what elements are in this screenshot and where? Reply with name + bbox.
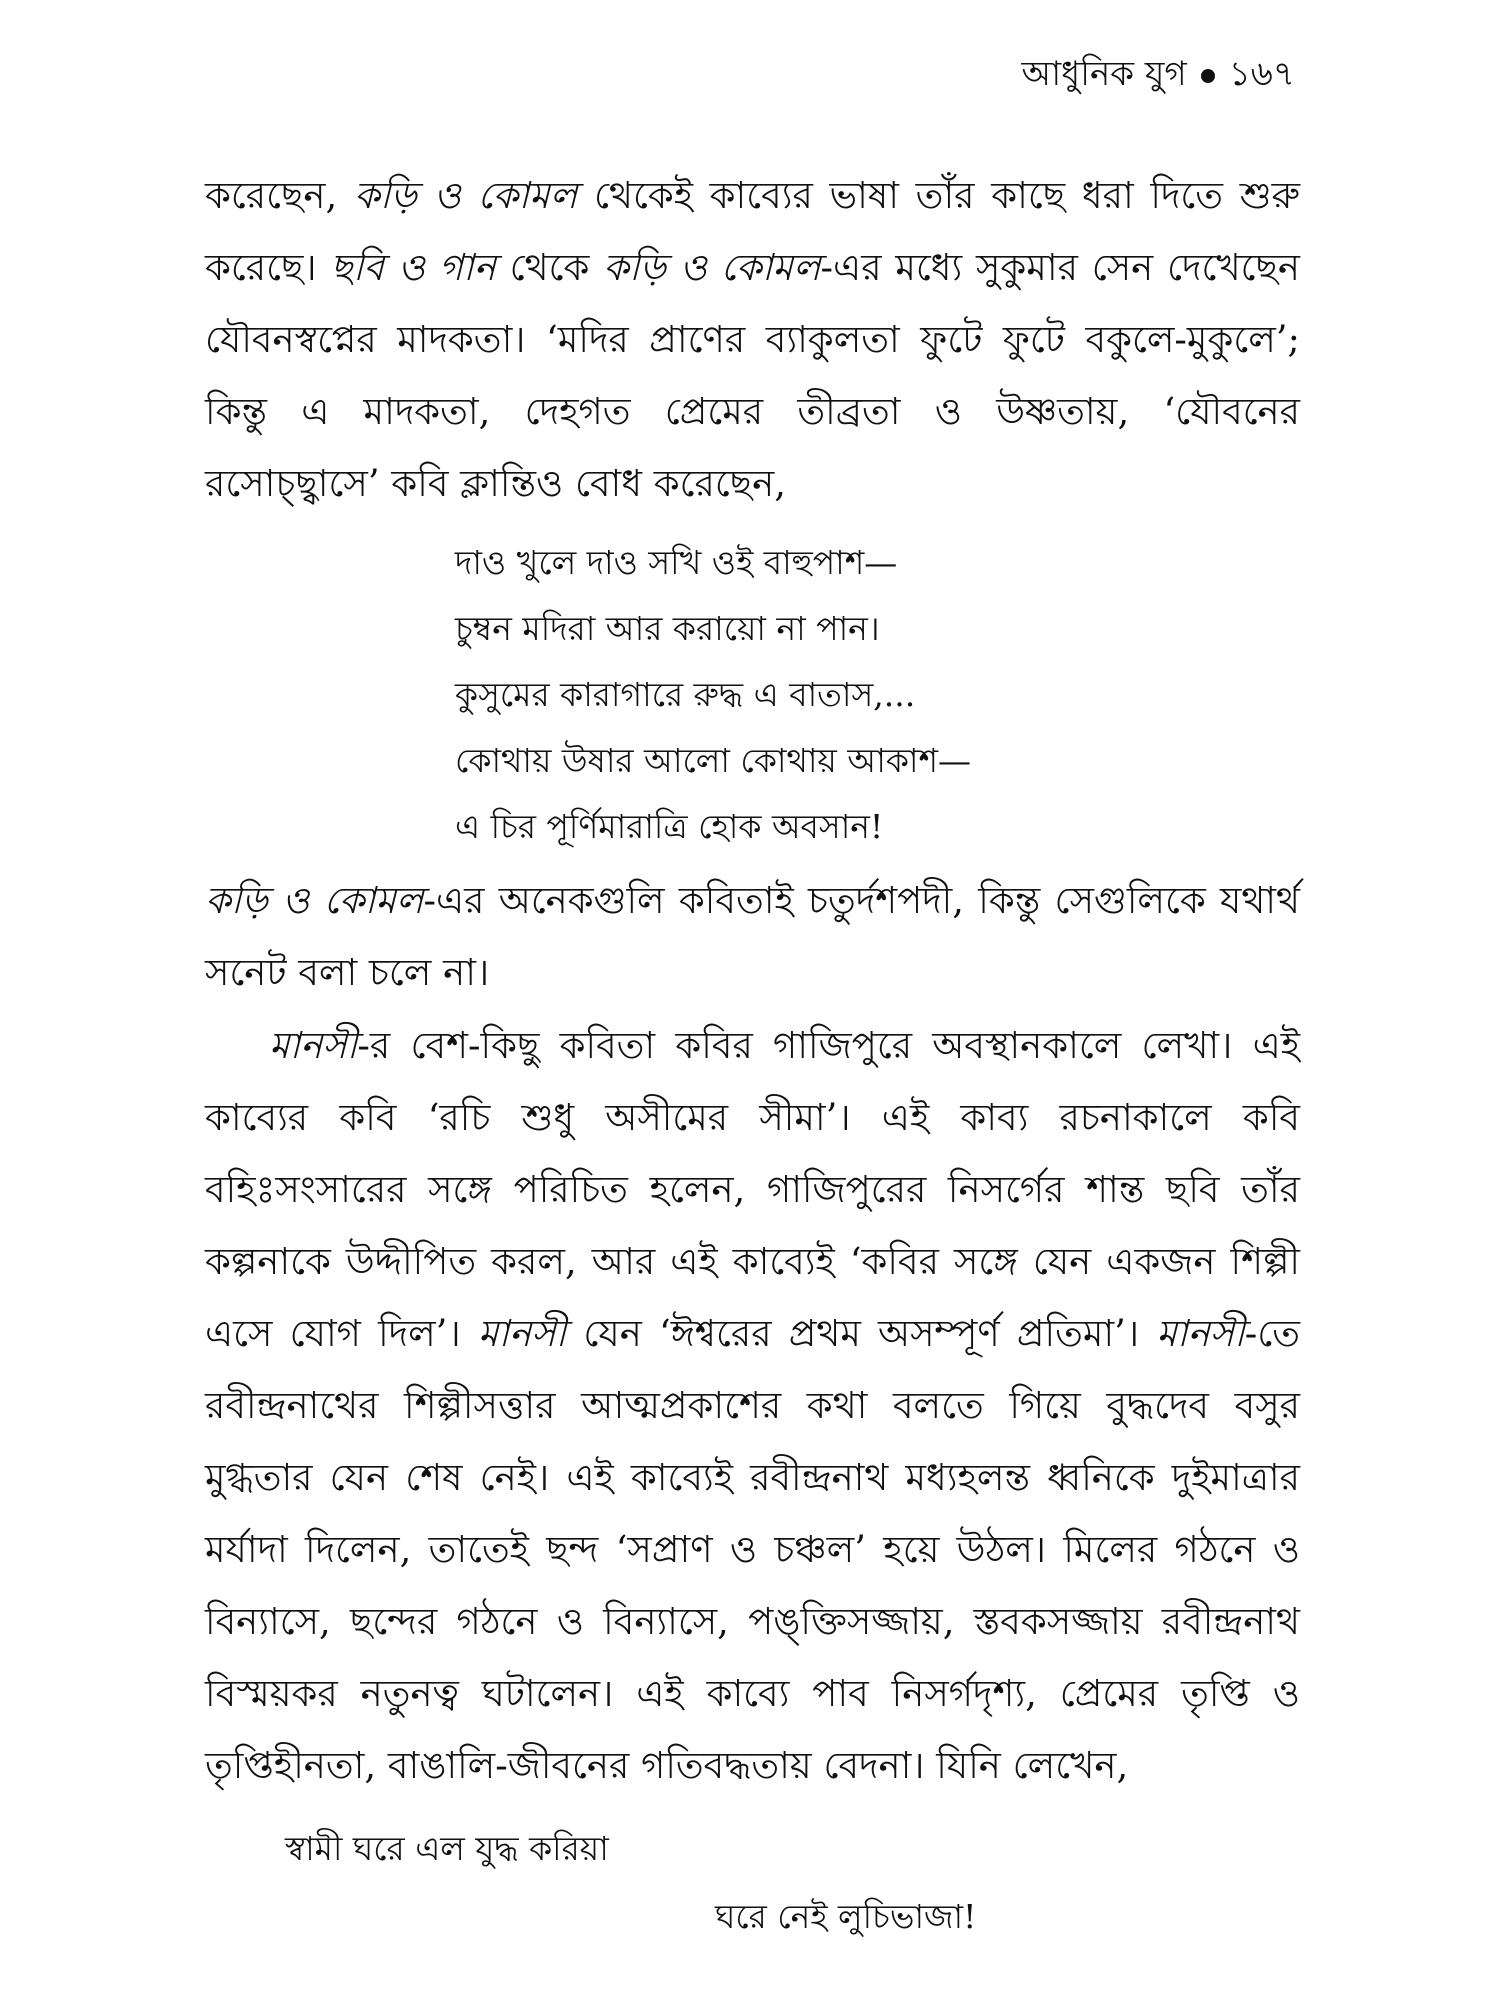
verse-line: দাও খুলে দাও সখি ওই বাহুপাশ—	[455, 543, 898, 582]
verse-line: কোথায় উষার আলো কোথায় আকাশ—	[455, 741, 972, 780]
verse-line: চুম্বন মদিরা আর করায়ো না পান।	[455, 609, 880, 648]
text-run: -এর অনেকগুলি কবিতাই চতুর্দশপদী, কিন্তু সেগুলিকে যথার্থ সনেট বলা চলে না।	[205, 879, 1300, 994]
paragraph-1	[205, 160, 1300, 520]
text-run: -এর মধ্যে সুকুমার সেন দেখেছেন যৌবনস্বপ্নের মাদকতা। ‘মদির প্রাণের ব্যাকুলতা ফুটে ফুটে বকুলে-মুকুলে’; কিন্তু এ মাদকতা, দেহগত প্রেমের তীব্রতা ও উষ্ণতায়, ‘যৌবনের রসোচ্ছ্বাসে’ কবি ক্লান্তিও বোধ করেছেন,	[205, 246, 1300, 505]
paragraph-2	[205, 865, 1300, 1009]
chapter-title: আধুনিক যুগ	[1021, 54, 1187, 94]
book-title: কড়ি ও কোমল	[205, 879, 424, 922]
text-run: যেন ‘ঈশ্বরের প্রথম অসম্পূর্ণ প্রতিমা’।	[566, 1312, 1157, 1355]
verse-line: স্বামী ঘরে এল যুদ্ধ করিয়া	[285, 1829, 609, 1868]
running-head	[1022, 48, 1295, 105]
verse-line: কুসুমের কারাগারে রুদ্ধ এ বাতাস,...	[455, 675, 916, 714]
book-title: কড়ি ও কোমল	[603, 246, 821, 289]
text-run: থেকে	[495, 246, 604, 289]
verse-quote-2	[0, 1815, 976, 1951]
text-run: থেকেই কাব্যের ভাষা তাঁর কাছে ধরা দিতে শুরু করেছে।	[205, 174, 1300, 289]
bullet-icon	[1201, 69, 1215, 83]
verse-line: এ চির পূর্ণিমারাত্রি হোক অবসান!	[455, 807, 884, 846]
book-title: ছবি ও গান	[330, 246, 496, 289]
book-title: মানসী	[477, 1312, 567, 1355]
verse-line: ঘরে নেই লুচিভাজা!	[715, 1897, 977, 1936]
text-run: করেছেন,	[205, 174, 354, 217]
text-run: -র বেশ-কিছু কবিতা কবির গাজিপুরে অবস্থানকালে লেখা। এই কাব্যের কবি ‘রচি শুধু অসীমের সীমা’। এই কাব্য রচনাকালে কবি বহিঃসংসারের সঙ্গে পরিচিত হলেন, গাজিপুরের নিসর্গের শান্ত ছবি তাঁর কল্পনাকে উদ্দীপিত করল, আর এই কাব্যেই ‘কবির সঙ্গে যেন একজন শিল্পী এসে যোগ দিল’।	[205, 1024, 1300, 1355]
paragraph-3	[205, 1010, 1300, 1802]
book-title: কড়ি ও কোমল	[353, 174, 578, 217]
verse-quote-1	[455, 530, 971, 860]
page-number: ১৬৭	[1228, 54, 1295, 94]
book-title: মানসী	[1156, 1312, 1245, 1355]
text-run: -তে রবীন্দ্রনাথের শিল্পীসত্তার আত্মপ্রকাশের কথা বলতে গিয়ে বুদ্ধদেব বসুর মুগ্ধতার যেন শেষ নেই। এই কাব্যেই রবীন্দ্রনাথ মধ্যহলন্ত ধ্বনিকে দুইমাত্রার মর্যাদা দিলেন, তাতেই ছন্দ ‘সপ্রাণ ও চঞ্চল’ হয়ে উঠল। মিলের গঠনে ও বিন্যাসে, ছন্দের গঠনে ও বিন্যাসে, পঙ্‌ক্তিসজ্জায়, স্তবকসজ্জায় রবীন্দ্রনাথ বিস্ময়কর নতুনত্ব ঘটালেন। এই কাব্যে পাব নিসর্গদৃশ্য, প্রেমের তৃপ্তি ও তৃপ্তিহীনতা, বাঙালি-জীবনের গতিবদ্ধতায় বেদনা। যিনি লেখেন,	[205, 1312, 1300, 1787]
book-title: মানসী	[269, 1024, 358, 1067]
